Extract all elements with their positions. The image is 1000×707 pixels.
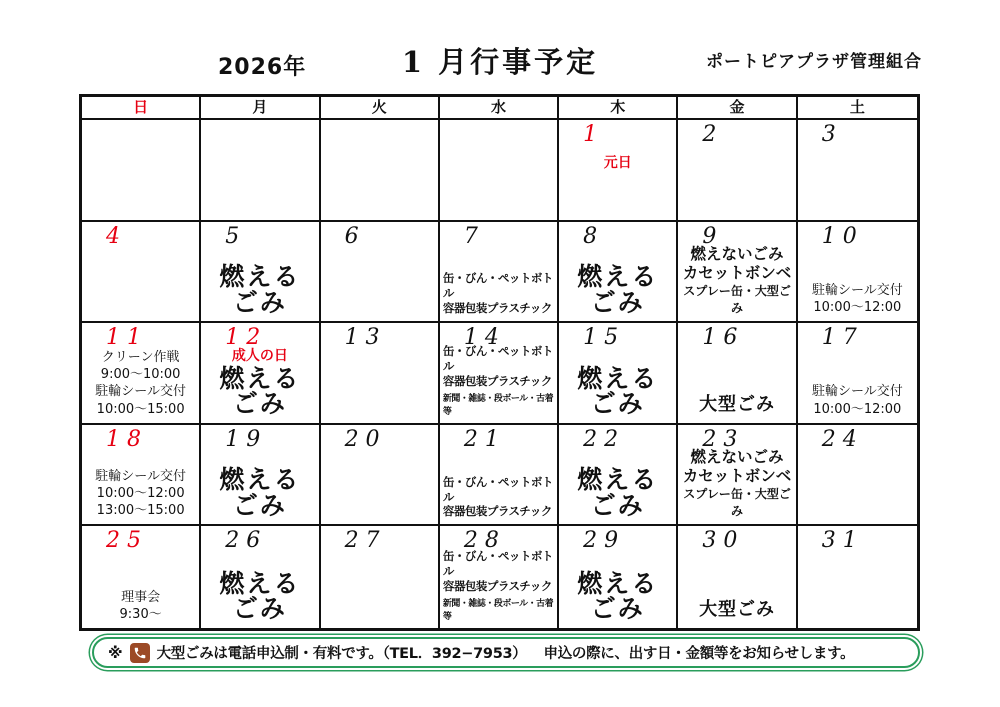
date-number: 31	[821, 528, 864, 554]
day-events	[201, 264, 318, 318]
event-plain	[798, 383, 917, 419]
event-cans	[440, 549, 559, 596]
event-line: 容器包装プラスチック	[442, 373, 552, 388]
note-text-main: 大型ごみは電話申込制・有料です。（TEL．392−7953）	[156, 646, 527, 662]
event-line: 燃える	[577, 568, 659, 598]
event-line: 13:00〜15:00	[96, 503, 185, 519]
event-line: 燃える	[219, 262, 301, 292]
event-plain	[798, 282, 917, 318]
day-events	[678, 245, 795, 318]
day-cell-12	[201, 323, 320, 425]
event-line: 燃えないごみ	[690, 448, 784, 467]
day-cell-5	[201, 222, 320, 324]
date-number: 5	[225, 223, 247, 249]
event-holiday	[559, 152, 676, 173]
day-cell-10	[798, 222, 917, 324]
calendar-table	[79, 94, 920, 631]
event-line: ごみ	[232, 389, 287, 419]
date-number: 12	[225, 325, 268, 351]
event-bigtrash	[678, 390, 795, 420]
event-line: 缶・びん・ペットボトル	[442, 343, 553, 373]
date-number: 18	[106, 426, 148, 452]
note-marker: ※	[108, 643, 123, 662]
event-line: 燃える	[577, 262, 659, 292]
event-line: カセットボンベ	[682, 263, 792, 282]
day-events	[201, 568, 318, 625]
day-events	[678, 595, 795, 625]
event-big	[201, 467, 318, 521]
event-line: クリーン作戦	[101, 350, 180, 366]
event-cans	[440, 344, 559, 391]
day-events	[678, 448, 795, 521]
event-line: 缶・びん・ペットボトル	[442, 474, 553, 504]
day-cell-22	[559, 425, 678, 527]
date-number: 19	[225, 426, 268, 452]
event-line: ごみ	[590, 287, 645, 317]
date-number: 9	[702, 223, 724, 249]
event-line: 駐輪シール交付	[811, 282, 903, 298]
event-line: ごみ	[590, 490, 645, 520]
day-events	[798, 383, 917, 419]
day-events	[559, 363, 676, 420]
date-number: 28	[463, 528, 506, 554]
event-plain	[82, 589, 199, 625]
day-cell-26	[201, 526, 320, 628]
event-tiny	[440, 391, 559, 420]
event-holiday	[201, 345, 318, 366]
day-cell-8	[559, 222, 678, 324]
date-number: 22	[583, 426, 626, 452]
year-label: 2026年	[218, 55, 307, 80]
event-line: 容器包装プラスチック	[442, 504, 552, 519]
weekday-header-sun: 日	[82, 97, 201, 120]
weekday-header-fri: 金	[678, 97, 797, 120]
footer-note	[92, 637, 920, 668]
day-cell-21	[440, 425, 559, 527]
date-number: 6	[344, 223, 366, 249]
event-medium	[678, 448, 795, 485]
day-cell-11	[82, 323, 201, 425]
event-line: スプレー缶・大型ごみ	[683, 487, 791, 519]
day-cell-18	[82, 425, 201, 527]
event-line: 新聞・雑誌・段ボール・古着等	[442, 393, 554, 417]
date-number: 16	[702, 325, 745, 351]
day-cell-empty	[82, 120, 201, 222]
date-number: 29	[583, 528, 626, 554]
event-line: 容器包装プラスチック	[442, 301, 552, 316]
date-number: 20	[344, 426, 387, 452]
event-line: 元日	[603, 155, 632, 171]
day-events	[201, 345, 318, 420]
phone-receiver-icon	[130, 643, 150, 663]
event-line: ごみ	[590, 389, 645, 419]
day-cell-14	[440, 323, 559, 425]
event-plain	[82, 468, 199, 521]
event-big	[201, 264, 318, 318]
date-number: 24	[821, 426, 864, 452]
event-line: 理事会	[121, 589, 161, 605]
day-events	[678, 390, 795, 420]
day-cell-29	[559, 526, 678, 628]
event-line: 燃える	[219, 363, 301, 393]
day-cell-19	[201, 425, 320, 527]
day-cell-25	[82, 526, 201, 628]
date-number: 27	[344, 528, 387, 554]
date-number: 21	[463, 426, 506, 452]
note-text-sub: 申込の際に、出す日・金額等をお知らせします。	[543, 646, 855, 662]
day-events	[440, 475, 557, 522]
event-line: ごみ	[590, 594, 645, 624]
weekday-header-mon: 月	[201, 97, 320, 120]
event-bigtrash	[678, 595, 795, 625]
event-line: 燃える	[577, 363, 659, 393]
event-line: 10:00〜15:00	[96, 401, 185, 417]
event-line: 大型ごみ	[699, 393, 776, 415]
day-events	[440, 344, 557, 420]
event-line: 成人の日	[231, 347, 288, 364]
organization-name: ポートピアプラザ管理組合	[706, 52, 922, 72]
day-events	[82, 589, 199, 625]
event-line: 駐輪シール交付	[95, 468, 187, 484]
date-number: 2	[702, 122, 724, 147]
day-cell-6	[321, 222, 440, 324]
day-cell-15	[559, 323, 678, 425]
day-cell-4	[82, 222, 201, 324]
event-big	[559, 467, 676, 521]
event-line: 9:30〜	[119, 606, 162, 622]
day-events	[440, 549, 557, 625]
event-line: 燃えないごみ	[690, 245, 784, 263]
day-cell-7	[440, 222, 559, 324]
event-line: 10:00〜12:00	[96, 486, 185, 502]
event-big	[559, 363, 676, 420]
event-big	[559, 264, 676, 318]
day-events	[559, 467, 676, 521]
day-cell-9	[678, 222, 797, 324]
event-line: ごみ	[232, 594, 287, 624]
day-events	[201, 467, 318, 521]
weekday-header-sat: 土	[798, 97, 917, 120]
day-events	[82, 468, 199, 521]
day-events	[559, 264, 676, 318]
date-number: 26	[225, 528, 268, 554]
day-cell-17	[798, 323, 917, 425]
event-small	[678, 282, 795, 318]
weekday-header-wed: 水	[440, 97, 559, 120]
event-line: カセットボンベ	[682, 466, 792, 485]
event-line: 10:00〜12:00	[813, 300, 902, 316]
day-cell-empty	[201, 120, 320, 222]
date-number: 11	[106, 325, 148, 351]
event-tiny	[440, 596, 559, 625]
day-cell-27	[321, 526, 440, 628]
event-line: ごみ	[232, 490, 287, 520]
date-number: 3	[821, 122, 843, 147]
weekday-header-thu: 木	[559, 97, 678, 120]
day-cell-empty	[440, 120, 559, 222]
event-line: スプレー缶・大型ごみ	[683, 284, 791, 316]
event-line: 缶・びん・ペットボトル	[442, 271, 553, 301]
date-number: 17	[821, 325, 864, 351]
event-big	[201, 568, 318, 625]
day-events	[82, 349, 199, 420]
event-line: 燃える	[219, 465, 301, 495]
date-number: 7	[463, 223, 485, 249]
day-cell-16	[678, 323, 797, 425]
event-line: 新聞・雑誌・段ボール・古着等	[442, 598, 554, 622]
day-cell-13	[321, 323, 440, 425]
event-line: ごみ	[232, 287, 287, 317]
event-line: 燃える	[577, 465, 659, 495]
event-small	[678, 485, 795, 521]
date-number: 25	[106, 528, 148, 554]
date-number: 30	[702, 528, 745, 554]
day-cell-3	[798, 120, 917, 222]
day-cell-31	[798, 526, 917, 628]
event-plain	[82, 349, 199, 420]
event-line: 缶・びん・ペットボトル	[442, 549, 553, 579]
event-line: 駐輪シール交付	[811, 384, 903, 400]
day-events	[440, 271, 557, 318]
date-number: 1	[583, 122, 605, 147]
event-big	[559, 568, 676, 625]
date-number: 8	[583, 223, 605, 249]
event-cans	[440, 271, 559, 318]
event-medium	[678, 245, 795, 282]
day-cell-2	[678, 120, 797, 222]
event-line: 大型ごみ	[699, 598, 776, 620]
event-line: 燃える	[219, 568, 301, 598]
day-cell-empty	[321, 120, 440, 222]
day-events	[559, 152, 676, 173]
day-cell-20	[321, 425, 440, 527]
day-cell-23	[678, 425, 797, 527]
date-number: 10	[821, 223, 864, 249]
day-cell-30	[678, 526, 797, 628]
day-cell-28	[440, 526, 559, 628]
event-cans	[440, 475, 559, 522]
day-events	[559, 568, 676, 625]
event-line: 10:00〜12:00	[813, 401, 902, 417]
weekday-header-tue: 火	[321, 97, 440, 120]
event-big	[201, 363, 318, 420]
date-number: 15	[583, 325, 626, 351]
day-cell-24	[798, 425, 917, 527]
day-cell-1	[559, 120, 678, 222]
event-line: 9:00〜10:00	[100, 367, 181, 383]
date-number: 13	[344, 325, 387, 351]
date-number: 4	[106, 223, 127, 249]
day-events	[798, 282, 917, 318]
event-line: 容器包装プラスチック	[442, 579, 552, 594]
event-line: 駐輪シール交付	[95, 384, 187, 400]
date-number: 14	[463, 325, 506, 351]
date-number: 23	[702, 426, 745, 452]
page-title: 1 月行事予定	[401, 45, 599, 79]
